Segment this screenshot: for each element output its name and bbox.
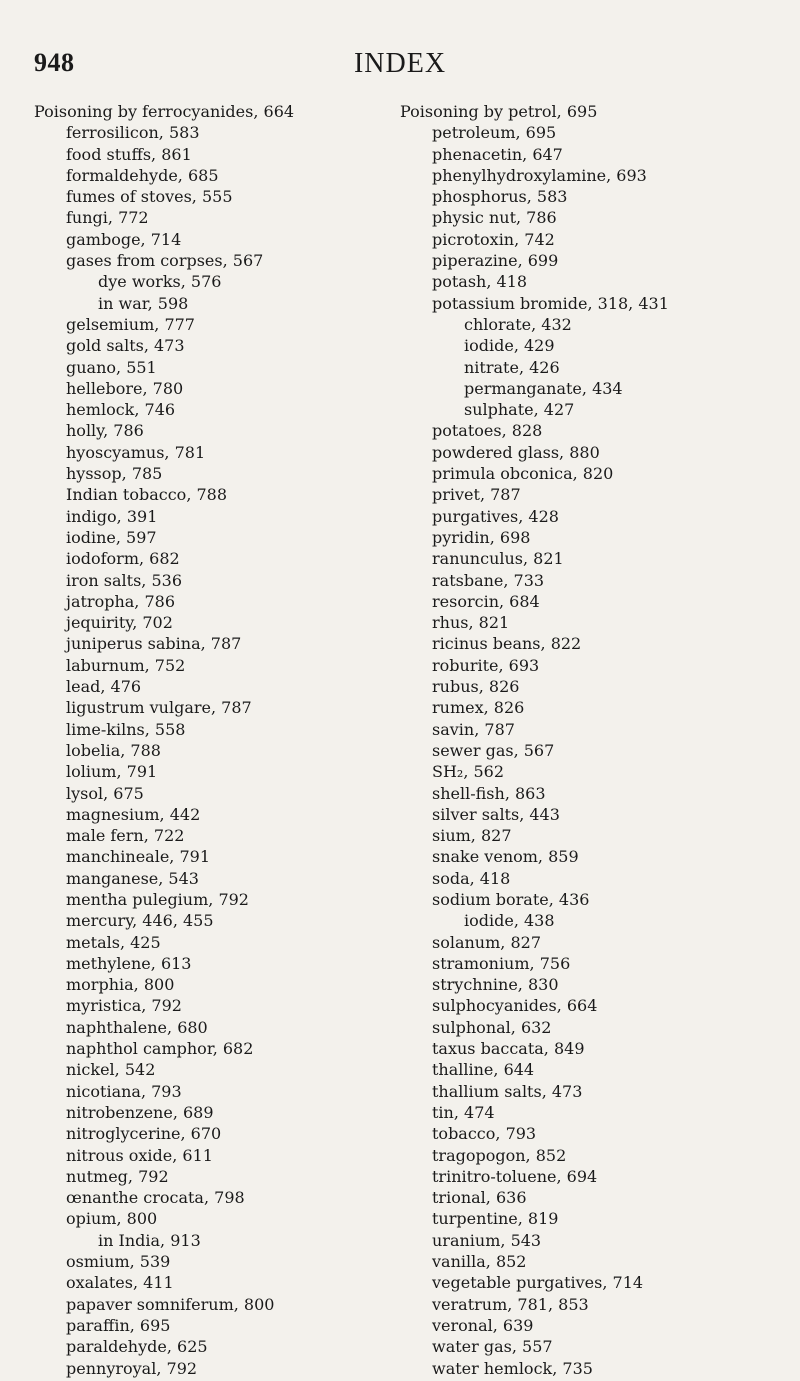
index-entry: nitroglycerine, 670	[66, 1124, 222, 1144]
index-entry: sulphonal, 632	[432, 1017, 552, 1037]
index-entry: thalline, 644	[432, 1060, 535, 1080]
index-entry: œnanthe crocata, 798	[66, 1188, 245, 1208]
index-entry: permanganate, 434	[464, 378, 623, 398]
index-entry: lolium, 791	[66, 762, 158, 782]
index-entry: trinitro-toluene, 694	[432, 1166, 598, 1186]
index-entry: piperazine, 699	[432, 251, 559, 271]
index-entry: potatoes, 828	[432, 421, 543, 441]
index-entry: juniperus sabina, 787	[66, 634, 242, 654]
index-entry: Poisoning by petrol, 695	[400, 102, 598, 121]
index-entry: potassium bromide, 318, 431	[432, 293, 669, 313]
index-entry: methylene, 613	[66, 953, 192, 973]
index-entry: rubus, 826	[432, 677, 520, 697]
page-title: INDEX	[353, 48, 447, 79]
index-entry: hemlock, 746	[66, 400, 176, 420]
index-entry: sewer gas, 567	[432, 740, 555, 760]
index-entry: myristica, 792	[66, 996, 182, 1016]
index-entry: phosphorus, 583	[432, 187, 568, 207]
index-entry: ferrosilicon, 583	[66, 123, 200, 143]
index-entry: morphia, 800	[66, 975, 175, 995]
index-entry: rhus, 821	[432, 613, 510, 633]
index-entry: gelsemium, 777	[66, 314, 195, 334]
index-entry: ricinus beans, 822	[432, 634, 582, 654]
index-entry: ligustrum vulgare, 787	[66, 698, 252, 718]
index-entry: magnesium, 442	[66, 804, 201, 824]
index-entry: naphthalene, 680	[66, 1017, 208, 1037]
index-entry: fungi, 772	[66, 208, 149, 228]
index-entry: lysol, 675	[66, 783, 144, 803]
index-entry: lime-kilns, 558	[66, 719, 186, 739]
index-entry: SH₂, 562	[432, 762, 505, 782]
index-entry: Indian tobacco, 788	[66, 485, 228, 505]
index-entry: metals, 425	[66, 932, 161, 952]
index-entry: in war, 598	[98, 293, 189, 313]
index-entry: jatropha, 786	[66, 591, 176, 611]
index-entry: soda, 418	[432, 868, 511, 888]
index-entry: iodoform, 682	[66, 549, 180, 569]
index-column-left	[34, 101, 394, 1379]
index-entry: food stuffs, 861	[66, 144, 192, 164]
index-entry: physic nut, 786	[432, 208, 557, 228]
index-entry: manchineale, 791	[66, 847, 211, 867]
index-entry: petroleum, 695	[432, 123, 557, 143]
index-entry: turpentine, 819	[432, 1209, 559, 1229]
index-entry: male fern, 722	[66, 826, 185, 846]
index-entry: rumex, 826	[432, 698, 525, 718]
index-entry: water gas, 557	[432, 1337, 553, 1357]
index-entry: nitrous oxide, 611	[66, 1145, 213, 1165]
index-entry: formaldehyde, 685	[66, 165, 219, 185]
index-entry: ratsbane, 733	[432, 570, 545, 590]
index-entry: nickel, 542	[66, 1060, 156, 1080]
index-entry: iron salts, 536	[66, 570, 183, 590]
index-entry: privet, 787	[432, 485, 521, 505]
index-entry: tragopogon, 852	[432, 1145, 567, 1165]
index-entry: thallium salts, 473	[432, 1081, 583, 1101]
index-entry: indigo, 391	[66, 506, 158, 526]
index-entry: naphthol camphor, 682	[66, 1039, 254, 1059]
index-entry: roburite, 693	[432, 655, 540, 675]
index-entry: powdered glass, 880	[432, 442, 600, 462]
index-entry: purgatives, 428	[432, 506, 559, 526]
index-entry: silver salts, 443	[432, 804, 560, 824]
index-entry: primula obconica, 820	[432, 464, 614, 484]
index-entry: nitrate, 426	[464, 357, 560, 377]
index-entry: lead, 476	[66, 677, 142, 697]
index-entry: manganese, 543	[66, 868, 199, 888]
index-entry: pennyroyal, 792	[66, 1358, 198, 1378]
index-entry: paraldehyde, 625	[66, 1337, 208, 1357]
index-entry: phenylhydroxylamine, 693	[432, 165, 647, 185]
index-entry: sodium borate, 436	[432, 889, 590, 909]
index-entry: ranunculus, 821	[432, 549, 564, 569]
index-entry: Poisoning by ferrocyanides, 664	[34, 102, 295, 121]
index-entry: picrotoxin, 742	[432, 229, 555, 249]
page-header	[0, 48, 800, 88]
index-entry: nitrobenzene, 689	[66, 1102, 214, 1122]
index-entry: iodide, 438	[464, 911, 555, 931]
index-entry: tobacco, 793	[432, 1124, 537, 1144]
index-entry: hyssop, 785	[66, 464, 163, 484]
index-entry: nicotiana, 793	[66, 1081, 182, 1101]
index-entry: veratrum, 781, 853	[432, 1294, 589, 1314]
index-entry: snake venom, 859	[432, 847, 579, 867]
index-entry: papaver somniferum, 800	[66, 1294, 275, 1314]
index-entry: opium, 800	[66, 1209, 158, 1229]
index-entry: holly, 786	[66, 421, 144, 441]
index-entry: iodine, 597	[66, 527, 157, 547]
index-entry: paraffin, 695	[66, 1315, 171, 1335]
index-entry: chlorate, 432	[464, 314, 572, 334]
index-entry: stramonium, 756	[432, 953, 571, 973]
index-entry: potash, 418	[432, 272, 528, 292]
index-entry: osmium, 539	[66, 1252, 171, 1272]
index-entry: mercury, 446, 455	[66, 911, 214, 931]
index-entry: in India, 913	[98, 1230, 201, 1250]
index-entry: oxalates, 411	[66, 1273, 174, 1293]
index-entry: sulphocyanides, 664	[432, 996, 598, 1016]
index-entry: jequirity, 702	[66, 613, 173, 633]
index-entry: nutmeg, 792	[66, 1166, 169, 1186]
index-entry: hellebore, 780	[66, 378, 184, 398]
index-entry: water hemlock, 735	[432, 1358, 593, 1378]
index-entry: vegetable purgatives, 714	[432, 1273, 644, 1293]
index-entry: sulphate, 427	[464, 400, 575, 420]
index-entry: gases from corpses, 567	[66, 251, 264, 271]
index-column-right	[400, 101, 780, 1379]
index-entry: taxus baccata, 849	[432, 1039, 585, 1059]
index-entry: dye works, 576	[98, 272, 222, 292]
index-entry: solanum, 827	[432, 932, 541, 952]
index-entry: shell-fish, 863	[432, 783, 546, 803]
index-entry: gold salts, 473	[66, 336, 185, 356]
index-entry: guano, 551	[66, 357, 157, 377]
index-entry: phenacetin, 647	[432, 144, 563, 164]
index-entry: savin, 787	[432, 719, 515, 739]
index-entry: veronal, 639	[432, 1315, 534, 1335]
index-entry: resorcin, 684	[432, 591, 540, 611]
index-entry: sium, 827	[432, 826, 512, 846]
index-entry: uranium, 543	[432, 1230, 542, 1250]
index-entry: laburnum, 752	[66, 655, 186, 675]
index-entry: strychnine, 830	[432, 975, 559, 995]
index-entry: gamboge, 714	[66, 229, 182, 249]
index-entry: iodide, 429	[464, 336, 555, 356]
index-entry: hyoscyamus, 781	[66, 442, 206, 462]
index-entry: tin, 474	[432, 1102, 495, 1122]
index-entry: lobelia, 788	[66, 740, 161, 760]
index-entry: mentha pulegium, 792	[66, 889, 249, 909]
index-entry: vanilla, 852	[432, 1252, 527, 1272]
index-entry: trional, 636	[432, 1188, 527, 1208]
index-entry: pyridin, 698	[432, 527, 531, 547]
page-number: 948	[34, 48, 75, 77]
index-entry: fumes of stoves, 555	[66, 187, 233, 207]
